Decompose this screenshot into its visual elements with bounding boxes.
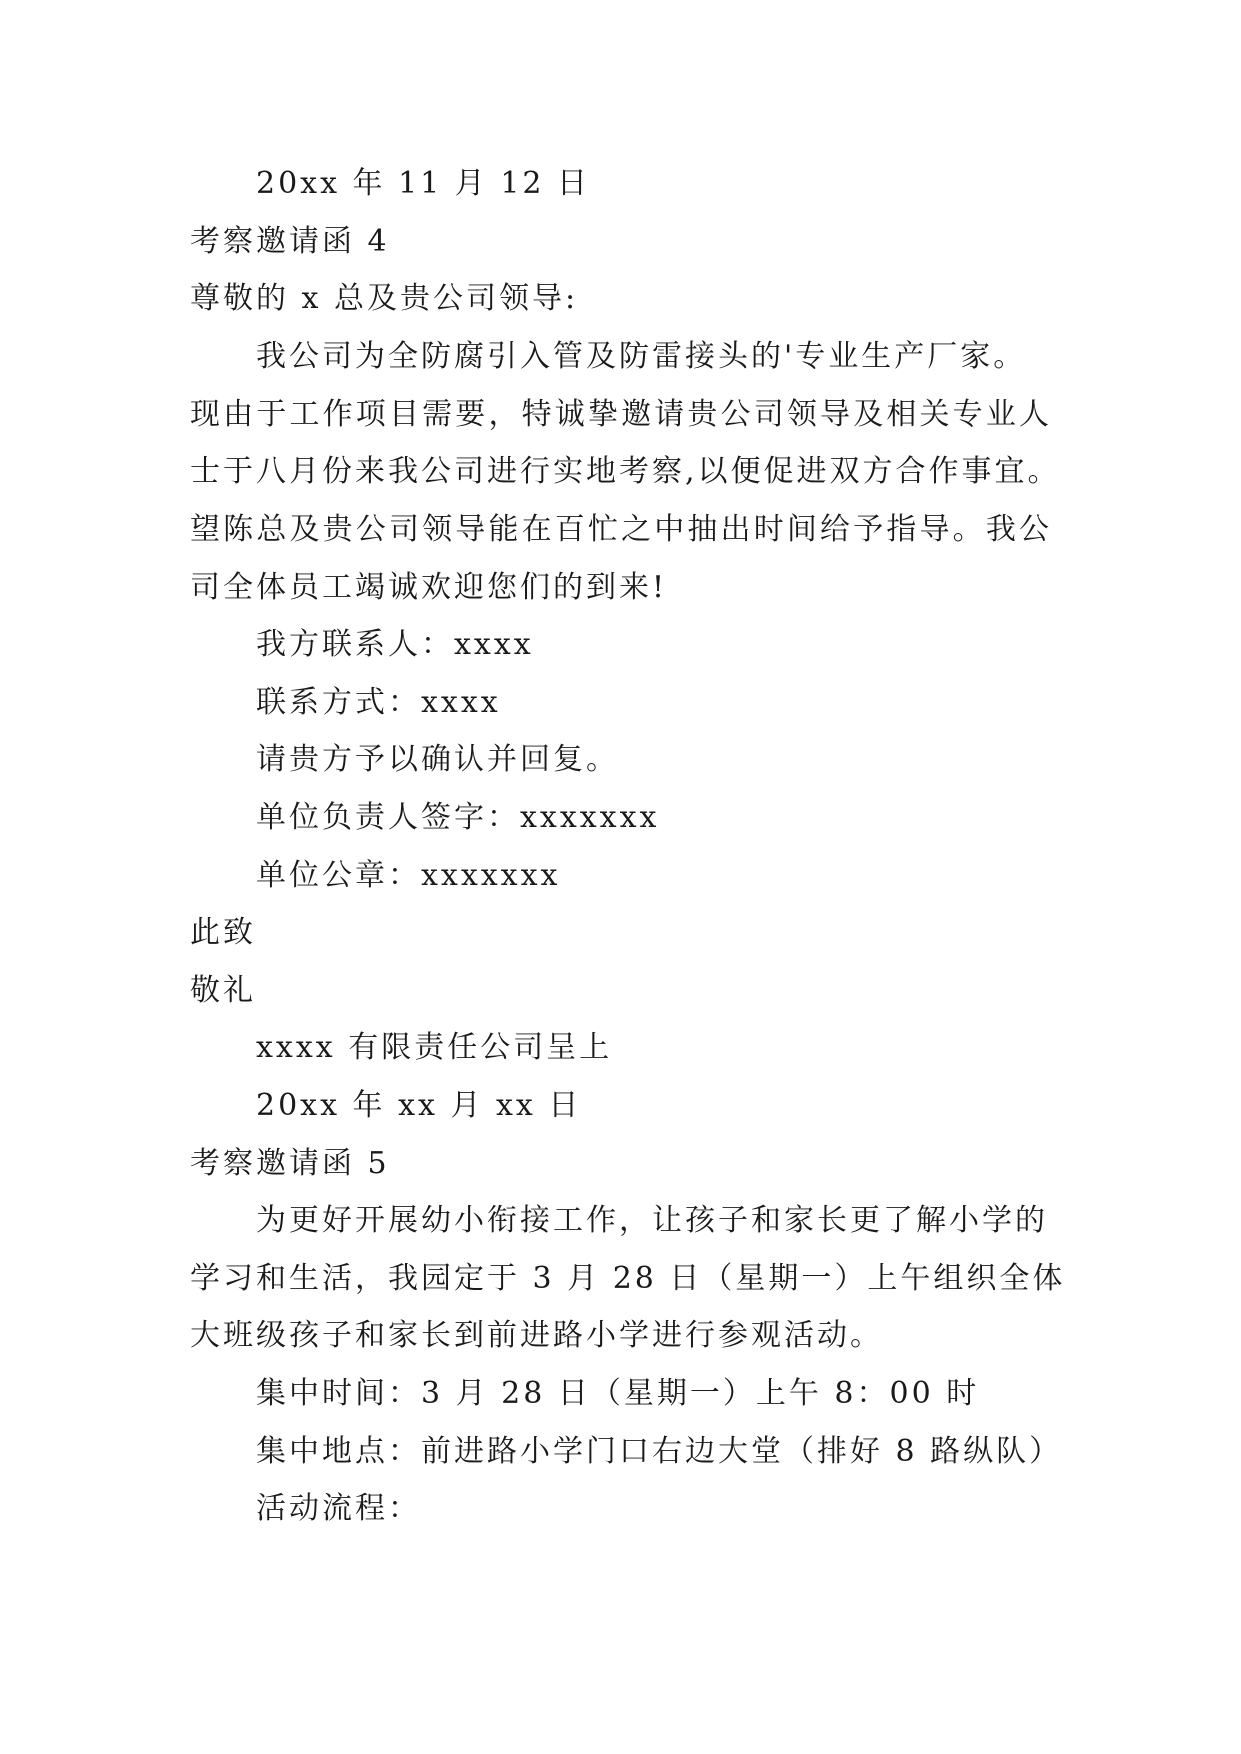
letter-4-title: 考察邀请函 4: [190, 224, 390, 259]
contact-person: 我方联系人：xxxx: [256, 627, 534, 662]
closing-greeting: 此致: [190, 915, 256, 950]
confirm-request: 请贵方予以确认并回复。: [256, 742, 619, 777]
letter-4-body-line: 现由于工作项目需要，特诚挚邀请贵公司领导及相关专业人: [190, 397, 1052, 432]
letter-4-date: 20xx 年 xx 月 xx 日: [256, 1088, 582, 1123]
letter-4-body-line: 望陈总及贵公司领导能在百忙之中抽出时间给予指导。我公: [190, 512, 1052, 547]
letter-4-body-line: 司全体员工竭诚欢迎您们的到来!: [190, 570, 668, 605]
closing-salute: 敬礼: [190, 973, 256, 1008]
letter-5-body-line: 为更好开展幼小衔接工作，让孩子和家长更了解小学的: [256, 1203, 1048, 1238]
unit-seal: 单位公章：xxxxxxx: [256, 858, 561, 893]
sender-company: xxxx 有限责任公司呈上: [256, 1030, 613, 1065]
contact-method: 联系方式：xxxx: [256, 685, 501, 720]
letter-4-body-line: 我公司为全防腐引入管及防雷接头的'专业生产厂家。: [256, 339, 1027, 374]
previous-letter-date: 20xx 年 11 月 12 日: [256, 166, 591, 201]
letter-5-body-line: 学习和生活，我园定于 3 月 28 日（星期一）上午组织全体: [190, 1261, 1066, 1296]
letter-4-salutation: 尊敬的 x 总及贵公司领导:: [190, 281, 579, 316]
gather-time: 集中时间：3 月 28 日（星期一）上午 8：00 时: [256, 1376, 980, 1411]
gather-place: 集中地点：前进路小学门口右边大堂（排好 8 路纵队）: [256, 1434, 1063, 1469]
letter-5-body-line: 大班级孩子和家长到前进路小学进行参观活动。: [190, 1318, 883, 1353]
letter-4-body-line: 士于八月份来我公司进行实地考察,以便促进双方合作事宜。: [190, 454, 1061, 489]
letter-5-title: 考察邀请函 5: [190, 1146, 390, 1181]
activity-flow: 活动流程：: [256, 1491, 421, 1526]
responsible-signature: 单位负责人签字：xxxxxxx: [256, 800, 660, 835]
